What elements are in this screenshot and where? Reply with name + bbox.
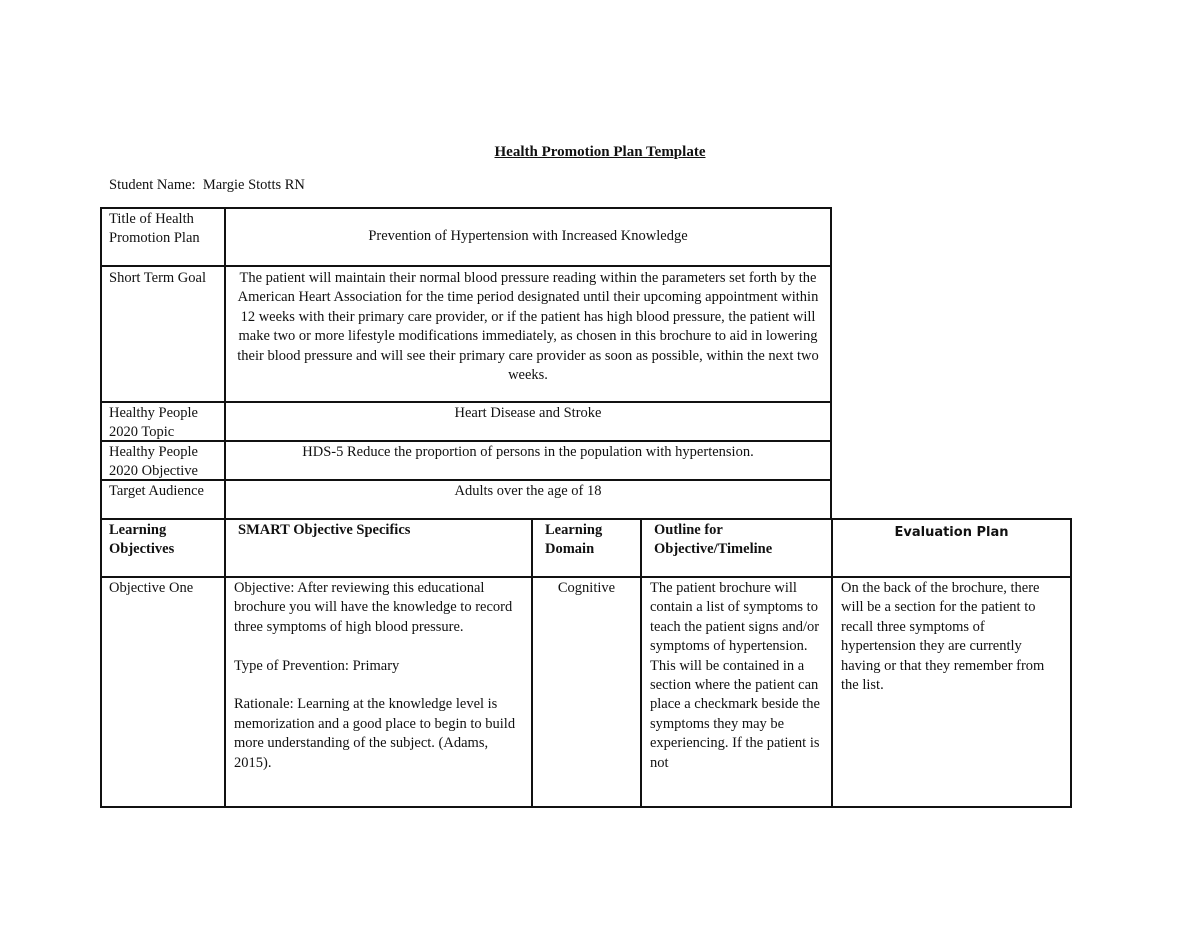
plan-row-label-title: Title of Health Promotion Plan (100, 207, 226, 267)
header-outline-timeline: Outline for Objective/Timeline (640, 518, 833, 578)
plan-row-label-hp-topic: Healthy People 2020 Topic (100, 401, 226, 442)
objective-one-evaluation: On the back of the brochure, there will be a section for the patient to recall three symptoms of hypertension they are currently having or that they remember from the list. (831, 576, 1072, 808)
smart-prevention-type: Type of Prevention: Primary (234, 657, 400, 674)
plan-row-value-target-audience: Adults over the age of 18 (224, 479, 832, 520)
plan-row-label-target-audience: Target Audience (100, 479, 226, 520)
header-evaluation-plan: Evaluation Plan (831, 518, 1072, 578)
objective-one-smart-cell (224, 576, 533, 808)
plan-row-value-title: Prevention of Hypertension with Increased Knowledge (224, 207, 832, 267)
student-name-label: Student Name: (109, 177, 196, 193)
student-name-line (109, 175, 305, 195)
header-learning-objectives: Learning Objectives (100, 518, 226, 578)
smart-rationale: Rationale: Learning at the knowledge level is memorization and a good place to begin to build more understanding of the subject. (Adams, 2015). (234, 696, 516, 771)
smart-objective-text: Objective: After reviewing this educational brochure you will have the knowledge to record three symptoms of high blood pressure. (234, 580, 513, 635)
objective-one-label: Objective One (100, 576, 226, 808)
objective-one-domain: Cognitive (531, 576, 642, 808)
student-name-value: Margie Stotts RN (202, 177, 305, 193)
plan-row-label-short-term-goal: Short Term Goal (100, 265, 226, 403)
plan-row-value-hp-objective: HDS-5 Reduce the proportion of persons in the population with hypertension. (224, 440, 832, 481)
plan-row-value-short-term-goal: The patient will maintain their normal blood pressure reading within the parameters set forth by the American Heart Association for the time period designated until their upcoming appointment within 12 weeks with their primary care provider, or if the patient has high blood pressure, the patient will make two or more lifestyle modifications immediately, as chosen in this brochure to aid in lowering their blood pressure and will see their primary care provider as soon as possible, within the next two weeks. (224, 265, 832, 403)
header-smart-objective-specifics: SMART Objective Specifics (224, 518, 533, 578)
document-title: Health Promotion Plan Template (494, 144, 706, 160)
header-learning-domain: Learning Domain (531, 518, 642, 578)
objective-one-outline: The patient brochure will contain a list of symptoms to teach the patient signs and/or symptoms of hypertension. This will be contained in a section where the patient can place a checkmark beside the symptoms they may be experiencing. If the patient is not (640, 576, 833, 808)
plan-row-label-hp-objective: Healthy People 2020 Objective (100, 440, 226, 481)
plan-row-value-hp-topic: Heart Disease and Stroke (224, 401, 832, 442)
